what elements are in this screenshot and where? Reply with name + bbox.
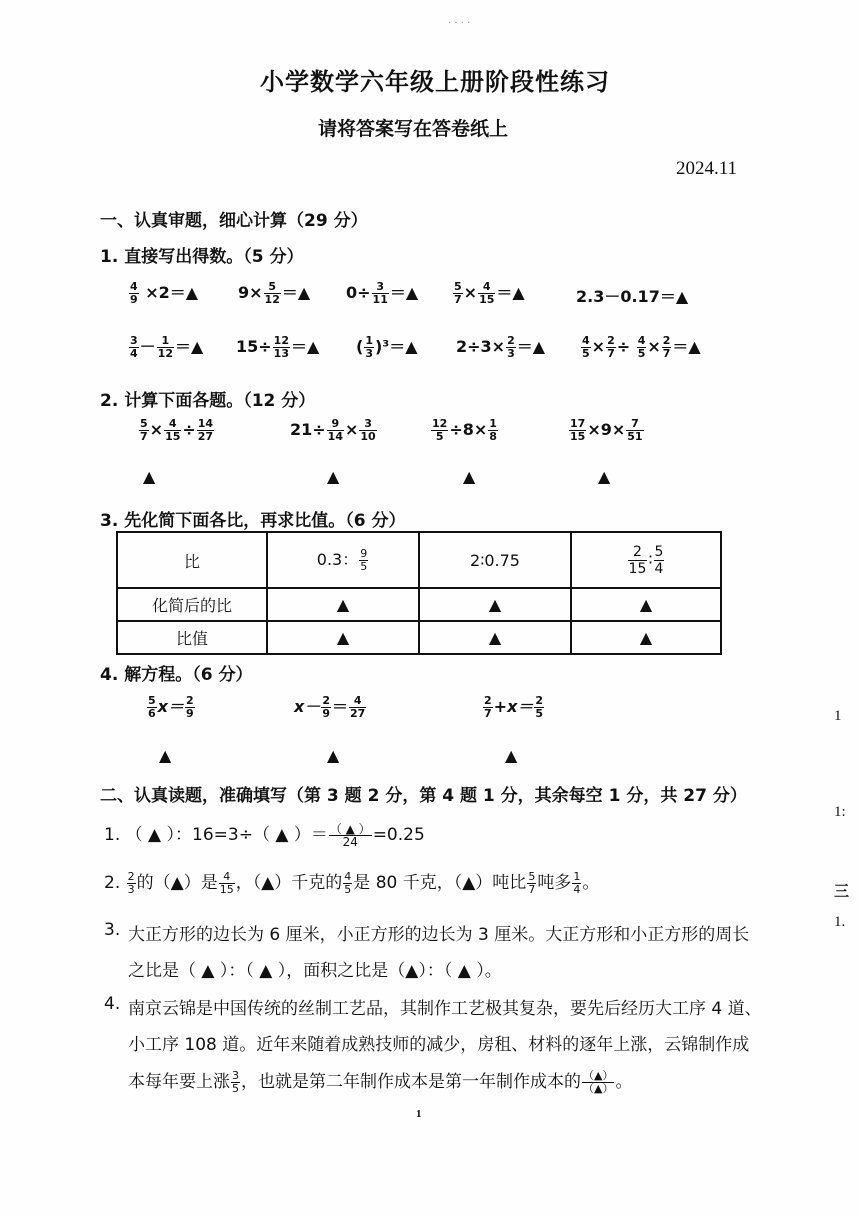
fraction: $\frac{4}{9}$ xyxy=(130,280,138,306)
fraction: $\frac{1}{4}$ xyxy=(573,869,581,896)
page-number: 1 xyxy=(416,1108,422,1120)
fraction: $\frac{4}{5}$ xyxy=(637,334,646,360)
table-row xyxy=(117,532,721,588)
fraction: $\frac{2}{9}$ xyxy=(322,694,330,720)
p2-question-4-line1: 南京云锦是中国传统的丝制工艺品，其制作工艺极其复杂，要先后经历大工序 4 道、 xyxy=(128,999,762,1019)
fraction: $\frac{2}{15}$ xyxy=(628,543,647,577)
fraction: $\frac{3}{4}$ xyxy=(130,334,138,360)
fraction: $\frac{4}{15}$ xyxy=(219,869,234,896)
fraction: $\frac{4}{5}$ xyxy=(344,869,352,896)
q2-expr-1: $\frac{5}{7}$ × $\frac{4}{15}$ ÷ $\frac{14}{27}$ xyxy=(140,417,214,443)
part1-heading: 一、认真审题，细心计算（29 分） xyxy=(100,211,368,231)
fraction: $\frac{3}{10}$ xyxy=(360,417,376,443)
fraction: $\frac{1}{8}$ xyxy=(489,417,497,443)
fraction: $\frac{2}{7}$ xyxy=(484,694,492,720)
fraction: $\frac{7}{51}$ xyxy=(627,417,643,443)
fraction: $\frac{12}{13}$ xyxy=(273,334,289,360)
q1-item-1: $\frac{4}{9}$ ×2＝▲ xyxy=(130,280,199,306)
fraction: $\frac{4}{15}$ xyxy=(165,417,181,443)
fraction: $\frac{1}{3}$ xyxy=(365,334,373,360)
equation-3: $\frac{2}{7}$ +x＝ $\frac{2}{5}$ xyxy=(484,694,544,720)
ratio-table xyxy=(116,531,722,655)
top-marks: · · · · xyxy=(448,18,471,29)
fraction: $\frac{1}{12}$ xyxy=(157,334,173,360)
fraction: $\frac{4}{15}$ xyxy=(479,280,495,306)
equation-2: x－ $\frac{2}{9}$ ＝ $\frac{4}{27}$ xyxy=(294,694,366,720)
answer-marker[interactable]: ▲ xyxy=(571,588,721,621)
fraction: $\frac{12}{5}$ xyxy=(432,417,448,443)
fraction: $\frac{4}{5}$ xyxy=(582,334,590,360)
answer-marker[interactable]: ▲ xyxy=(159,746,172,765)
fraction: $\frac{2}{3}$ xyxy=(507,334,515,360)
fraction: $\frac{9}{5}$ xyxy=(360,547,368,573)
table-row xyxy=(117,588,721,621)
p2-question-1: 1. （ ▲ ）：16=3÷（ ▲ ）＝ $\frac{( ▲ )}{24}$ =0.25 xyxy=(104,821,425,849)
fraction: $\frac{14}{27}$ xyxy=(197,417,214,443)
q1-item-10: $\frac{4}{5}$ × $\frac{2}{7}$ ÷ $\frac{4}{5}$ × $\frac{2}{7}$ ＝▲ xyxy=(582,334,701,360)
fraction: $\frac{3}{5}$ xyxy=(232,1068,239,1095)
part2-heading: 二、认真读题，准确填写（第 3 题 2 分，第 4 题 1 分，其余每空 1 分，共 27 分） xyxy=(100,786,747,806)
q4-heading: 4. 解方程。（6 分） xyxy=(100,665,253,685)
answer-marker[interactable]: ▲ xyxy=(505,746,518,765)
fraction: $\frac{( ▲ )}{24}$ xyxy=(329,821,371,849)
q1-item-5: 2.3－0.17＝▲ xyxy=(576,287,689,306)
fraction: $\frac{2}{7}$ xyxy=(607,334,615,360)
q2-expr-2: 21÷ $\frac{9}{14}$ × $\frac{3}{10}$ xyxy=(290,417,376,443)
q1-heading: 1. 直接写出得数。（5 分） xyxy=(100,247,304,267)
row-label-simplified: 化简后的比 xyxy=(117,588,267,621)
fraction: $\frac{2}{9}$ xyxy=(185,694,194,720)
p2-question-3-line2: 之比是（ ▲ ）：（ ▲ ），面积之比是（▲）：（ ▲ ）。 xyxy=(128,961,502,981)
page-title: 小学数学六年级上册阶段性练习 xyxy=(260,68,610,96)
fraction: $\frac{(▲)}{(▲)}$ xyxy=(583,1068,614,1095)
p2-question-4-num: 4. xyxy=(104,994,121,1014)
q1-item-8: ( $\frac{1}{3}$ )³＝▲ xyxy=(356,334,418,360)
fraction: $\frac{3}{11}$ xyxy=(372,280,388,306)
p2-question-4-line2: 小工序 108 道。近年来随着成熟技师的减少，房租、材料的逐年上涨，云锦制作成 xyxy=(128,1035,750,1055)
answer-marker[interactable]: ▲ xyxy=(267,588,419,621)
p2-question-4-line3: 本每年要上涨 $\frac{3}{5}$ ，也就是第二年制作成本是第一年制作成本的 $\frac{(▲)}{(▲)}$ 。 xyxy=(128,1068,633,1095)
p2-question-2: 2. $\frac{2}{3}$ 的（▲）是 $\frac{4}{15}$ ，（▲）千克的 $\frac{4}{5}$ 是 80 千克，（▲）吨比 $\frac{5}{7}$ 吨多 $\frac{1}{4}$ 。 xyxy=(104,869,600,896)
p2-question-3-num: 3. xyxy=(104,920,121,940)
ratio-cell-3: $\frac{2}{15}$ ∶ $\frac{5}{4}$ xyxy=(571,532,721,588)
q2-expr-4: $\frac{17}{15}$ ×9× $\frac{7}{51}$ xyxy=(570,417,643,443)
answer-marker[interactable]: ▲ xyxy=(419,621,571,654)
fraction: $\frac{5}{7}$ xyxy=(140,417,148,443)
p2-question-3-line1: 大正方形的边长为 6 厘米，小正方形的边长为 3 厘米。大正方形和小正方形的周长 xyxy=(128,925,750,945)
row-label-value: 比值 xyxy=(117,621,267,654)
answer-marker[interactable]: ▲ xyxy=(598,467,611,486)
q1-item-2: 9× $\frac{5}{12}$ ＝▲ xyxy=(238,280,311,306)
answer-marker[interactable]: ▲ xyxy=(143,467,156,486)
answer-marker[interactable]: ▲ xyxy=(327,746,340,765)
q2-heading: 2. 计算下面各题。（12 分） xyxy=(100,391,316,411)
fraction: $\frac{5}{7}$ xyxy=(454,280,462,306)
fraction: $\frac{5}{4}$ xyxy=(654,543,664,577)
fraction: $\frac{2}{3}$ xyxy=(127,869,135,896)
answer-marker[interactable]: ▲ xyxy=(419,588,571,621)
answer-marker[interactable]: ▲ xyxy=(463,467,476,486)
fraction: $\frac{2}{7}$ xyxy=(662,334,671,360)
fraction: $\frac{17}{15}$ xyxy=(570,417,586,443)
fraction: $\frac{5}{12}$ xyxy=(264,280,280,306)
q2-expr-3: $\frac{12}{5}$ ÷8× $\frac{1}{8}$ xyxy=(432,417,497,443)
margin-text: 1 xyxy=(834,708,842,724)
answer-marker[interactable]: ▲ xyxy=(267,621,419,654)
answer-marker[interactable]: ▲ xyxy=(571,621,721,654)
q1-item-3: 0÷ $\frac{3}{11}$ ＝▲ xyxy=(346,280,419,306)
fraction: $\frac{9}{14}$ xyxy=(327,417,343,443)
margin-text: 1: xyxy=(834,804,846,820)
q1-item-4: $\frac{5}{7}$ × $\frac{4}{15}$ ＝▲ xyxy=(454,280,525,306)
exam-date: 2024.11 xyxy=(676,158,738,179)
fraction: $\frac{4}{27}$ xyxy=(350,694,366,720)
row-label-ratio: 比 xyxy=(117,532,267,588)
q1-item-7: 15÷ $\frac{12}{13}$ ＝▲ xyxy=(236,334,320,360)
ratio-cell-2: 2∶0.75 xyxy=(419,532,571,588)
answer-marker[interactable]: ▲ xyxy=(327,467,340,486)
q1-item-6: $\frac{3}{4}$ － $\frac{1}{12}$ ＝▲ xyxy=(130,334,204,360)
fraction: $\frac{2}{5}$ xyxy=(535,694,544,720)
q1-item-9: 2÷3× $\frac{2}{3}$ ＝▲ xyxy=(456,334,546,360)
fraction: $\frac{5}{7}$ xyxy=(528,869,536,896)
margin-text: 1. xyxy=(834,914,846,930)
margin-text: 三 xyxy=(834,884,850,900)
ratio-cell-1: 0.3： $\frac{9}{5}$ xyxy=(267,532,419,588)
table-row xyxy=(117,621,721,654)
q3-heading: 3. 先化简下面各比，再求比值。（6 分） xyxy=(100,511,406,531)
equation-1: $\frac{5}{6}$ x＝ $\frac{2}{9}$ xyxy=(148,694,194,720)
page-subtitle: 请将答案写在答卷纸上 xyxy=(318,118,509,140)
fraction: $\frac{5}{6}$ xyxy=(148,694,156,720)
